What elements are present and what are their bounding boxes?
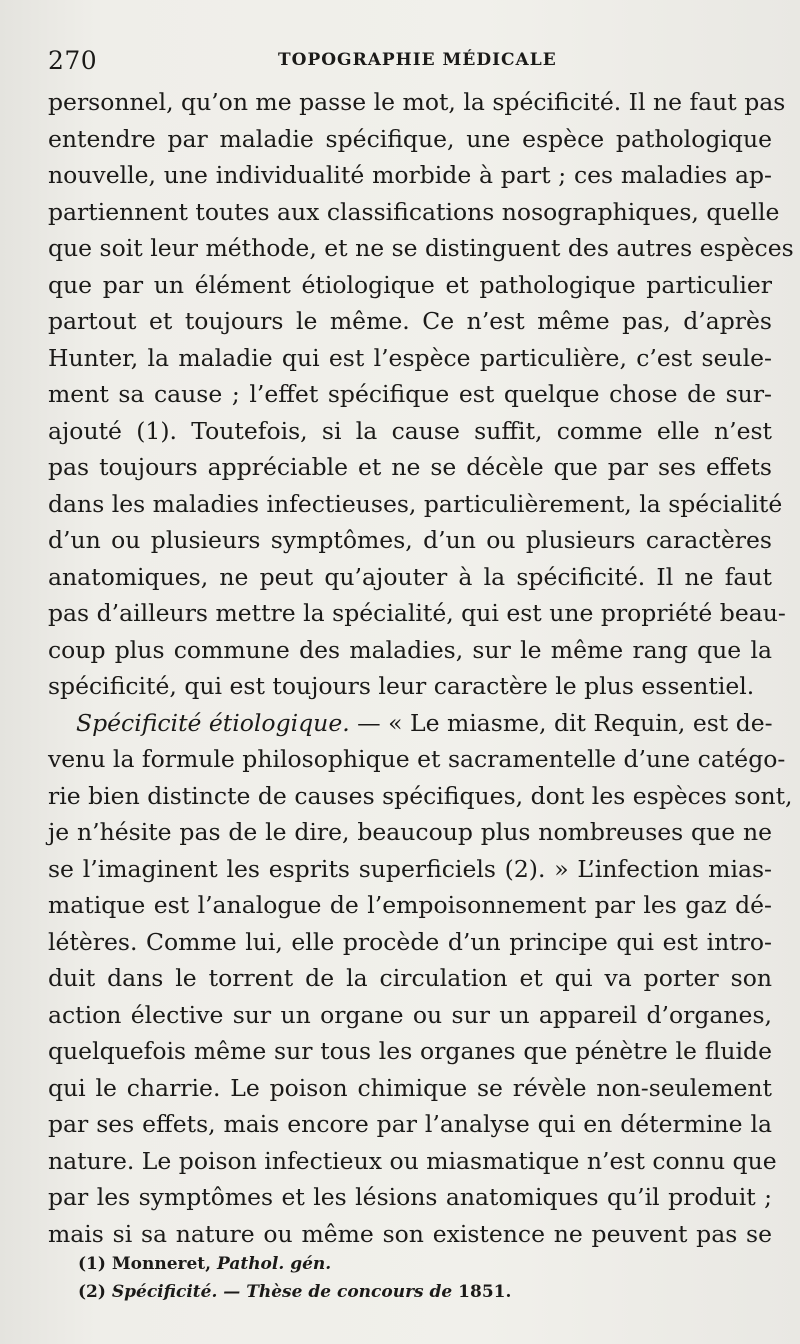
running-title: TOPOGRAPHIE MÉDICALE xyxy=(278,50,557,70)
text-line: nature. Le poison infectieux ou miasmatique n’est connu que xyxy=(48,1146,777,1175)
text-line: entendre par maladie spécifique, une espèce pathologique xyxy=(48,124,772,153)
text-line: par ses effets, mais encore par l’analyse qui en détermine la xyxy=(48,1110,772,1138)
text-line: duit dans le torrent de la circulation et qui va porter son xyxy=(48,964,772,992)
text-line: nouvelle, une individualité morbide à part ; ces maladies ap- xyxy=(48,161,772,189)
text-line: coup plus commune des maladies, sur le même rang que la xyxy=(48,635,772,664)
text-line: mais si sa nature ou même son existence ne peuvent pas se xyxy=(48,1219,772,1248)
text-line: ment sa cause ; l’effet spécifique est quelque chose de sur- xyxy=(48,380,772,408)
run-in-heading: Spécificité étiologique. xyxy=(76,708,350,737)
footnotes xyxy=(78,1250,758,1306)
text-line: personnel, qu’on me passe le mot, la spécificité. Il ne faut pas xyxy=(48,88,786,116)
footnote-1 xyxy=(78,1250,758,1278)
text-line: quelquefois même sur tous les organes que pénètre le fluide xyxy=(48,1037,772,1065)
text-line: anatomiques, ne peut qu’ajouter à la spécificité. Il ne faut xyxy=(48,562,772,591)
text-line: pas toujours appréciable et ne se décèle que par ses effets xyxy=(48,453,772,481)
text-line: que par un élément étiologique et pathologique particulier xyxy=(48,270,772,299)
body-text xyxy=(48,84,794,1252)
footnote-year: 1851. xyxy=(458,1282,512,1302)
text-line: que soit leur méthode, et ne se distinguent des autres espèces xyxy=(48,234,794,262)
text-line: Hunter, la maladie qui est l’espèce particulière, c’est seule- xyxy=(48,343,772,372)
page-header xyxy=(48,46,768,78)
text-line: se l’imaginent les esprits superficiels (2). » L’infection mias- xyxy=(48,854,772,883)
footnote-2 xyxy=(78,1278,758,1306)
text-line: spécificité, qui est toujours leur caractère le plus essentiel. xyxy=(48,672,755,700)
text-line: action élective sur un organe ou sur un appareil d’organes, xyxy=(48,1000,772,1029)
text-line: létères. Comme lui, elle procède d’un principe qui est intro- xyxy=(48,927,772,956)
footnote-mark: (2) xyxy=(78,1282,106,1302)
footnote-mark: (1) xyxy=(78,1254,106,1274)
text-line: je n’hésite pas de le dire, beaucoup plus nombreuses que ne xyxy=(48,818,772,846)
footnote-work: Pathol. gén. xyxy=(217,1254,332,1274)
text-line: ajouté (1). Toutefois, si la cause suffit, comme elle n’est xyxy=(48,416,772,445)
page-number: 270 xyxy=(48,46,98,75)
text-line: dans les maladies infectieuses, particulièrement, la spécialité xyxy=(48,489,783,518)
text-line: matique est l’analogue de l’empoisonnement par les gaz dé- xyxy=(48,891,772,919)
text-line: partout et toujours le même. Ce n’est même pas, d’après xyxy=(48,307,772,335)
text-line: venu la formule philosophique et sacramentelle d’une catégo- xyxy=(48,745,786,773)
footnote-text: — Thèse de concours de xyxy=(217,1282,459,1302)
text-line: qui le charrie. Le poison chimique se révèle non-seulement xyxy=(48,1073,772,1102)
text-line: par les symptômes et les lésions anatomiques qu’il produit ; xyxy=(48,1183,772,1211)
text-fragment: — « Le miasme, dit Requin, est de- xyxy=(349,708,773,737)
paragraph-first-line xyxy=(48,705,772,742)
text-line: d’un ou plusieurs symptômes, d’un ou plusieurs caractères xyxy=(48,526,772,554)
text-line: partiennent toutes aux classifications nosographiques, quelle xyxy=(48,197,780,226)
text-line: rie bien distincte de causes spécifiques, dont les espèces sont, xyxy=(48,781,793,810)
footnote-title: Spécificité. xyxy=(105,1282,218,1302)
text-line: pas d’ailleurs mettre la spécialité, qui est une propriété beau- xyxy=(48,599,786,627)
footnote-author: Monneret, xyxy=(105,1254,217,1274)
